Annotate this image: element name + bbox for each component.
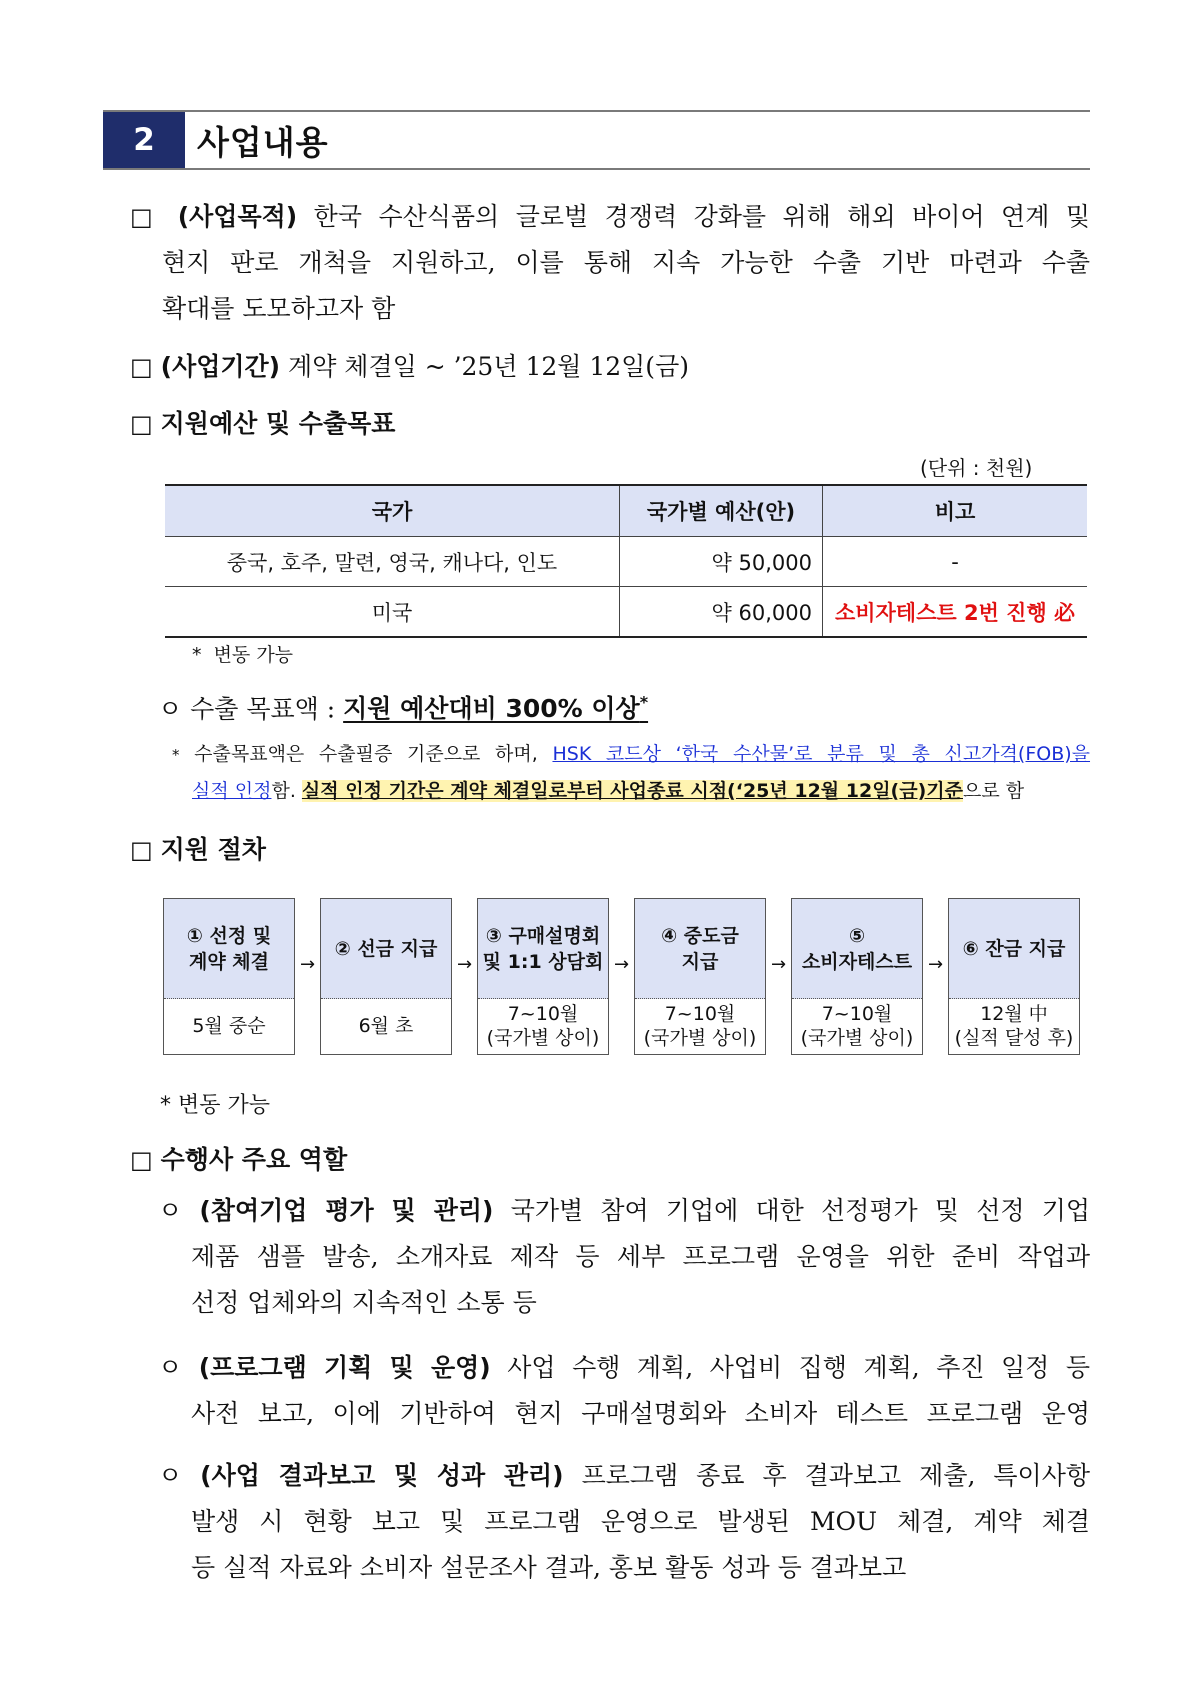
table-header-row (165, 485, 1087, 537)
role-line: 제품 샘플 발송, 소개자료 제작 등 세부 프로그램 운영을 위한 준비 작업과 (191, 1242, 1090, 1271)
step-date: 6월 초 (358, 1015, 414, 1037)
budget-heading-line (130, 401, 395, 447)
col-amount: 국가별 예산(안) (620, 485, 823, 537)
step-date: (국가별 상이) (486, 1027, 600, 1049)
step-date: 5월 중순 (192, 1015, 266, 1037)
step-date: (국가별 상이) (643, 1027, 757, 1049)
purpose-line-1 (130, 194, 1090, 240)
arrow-icon: → (457, 954, 473, 975)
note-text-a: 수출목표액은 수출필증 기준으로 하며, (194, 743, 538, 765)
square-bullet: □ (130, 410, 153, 438)
step-date: 7~10월 (664, 1003, 736, 1025)
header-bottom-rule (103, 168, 1090, 170)
step-title: ⑤ (848, 924, 866, 947)
period-text: 계약 체결일 ~ ’25년 12월 12일(금) (288, 352, 689, 381)
role-item-1 (158, 1188, 1090, 1326)
procedure-heading-line (130, 827, 266, 873)
role-item-2 (158, 1345, 1090, 1437)
step-box-2 (320, 898, 452, 1055)
note-underlined-2: 실적 인정 (192, 780, 272, 802)
step-date: (국가별 상이) (800, 1027, 914, 1049)
target-value (343, 694, 648, 723)
step-date: 12월 中 (980, 1003, 1048, 1025)
note-text-b: 함. (271, 780, 296, 802)
period-line (130, 344, 689, 390)
circle-bullet: ㅇ (158, 694, 183, 724)
target-note-line-1 (172, 736, 1090, 773)
role-label: (프로그램 기획 및 운영) (198, 1353, 491, 1382)
step-box-1 (163, 898, 295, 1055)
budget-heading: 지원예산 및 수출목표 (160, 409, 396, 438)
table-row (165, 587, 1087, 638)
circle-bullet: ㅇ (158, 1196, 183, 1225)
role-line: 선정 업체와의 지속적인 소통 등 (191, 1288, 537, 1317)
square-bullet: □ (130, 836, 153, 864)
roles-heading: 수행사 주요 역할 (160, 1145, 348, 1174)
procedure-heading: 지원 절차 (160, 835, 266, 864)
step-title: 소비자테스트 (801, 950, 913, 973)
role-line (158, 1188, 1090, 1234)
step-box-6 (948, 898, 1080, 1055)
purpose-line-2: 현지 판로 개척을 지원하고, 이를 통해 지속 가능한 수출 기반 마련과 수출 (162, 248, 1090, 277)
period-label: (사업기간) (160, 352, 281, 381)
purpose-label: (사업목적) (177, 202, 298, 231)
role-line: 등 실적 자료와 소비자 설문조사 결과, 홍보 활동 성과 등 결과보고 (191, 1553, 907, 1582)
circle-bullet: ㅇ (158, 1353, 183, 1382)
purpose-block (130, 194, 1090, 332)
col-country: 국가 (165, 485, 620, 537)
target-note-line-2 (192, 773, 1090, 809)
step-date: 7~10월 (507, 1003, 579, 1025)
square-bullet: □ (130, 353, 153, 381)
step-box-5 (791, 898, 923, 1055)
section-header (103, 110, 1090, 170)
target-star: * (639, 693, 649, 712)
purpose-text-1: 한국 수산식품의 글로벌 경쟁력 강화를 위해 해외 바이어 연계 및 (313, 202, 1090, 231)
cell-amount: 약 60,000 (620, 587, 823, 638)
step-title: 및 1:1 상담회 (482, 950, 604, 973)
arrow-icon: → (771, 954, 787, 975)
role-text: 사업 수행 계획, 사업비 집행 계획, 추진 일정 등 (507, 1353, 1090, 1382)
step-date: (실적 달성 후) (954, 1027, 1074, 1049)
budget-table (165, 484, 1087, 638)
col-note: 비고 (823, 485, 1088, 537)
role-label: (사업 결과보고 및 성과 관리) (200, 1461, 564, 1490)
note-highlight: 실적 인정 기간은 계약 체결일로부터 사업종료 시점(‘25년 12월 12일(금)기준 (301, 780, 963, 802)
step-box-3 (477, 898, 609, 1055)
section-title: 사업내용 (197, 122, 329, 162)
step-title: 계약 체결 (188, 950, 269, 973)
cell-amount: 약 50,000 (620, 537, 823, 587)
role-line (158, 1453, 1090, 1499)
procedure-footnote: * 변동 가능 (160, 1093, 270, 1118)
arrow-icon: → (300, 954, 316, 975)
target-note (172, 736, 1090, 809)
cell-country: 미국 (165, 587, 620, 638)
target-line (158, 680, 648, 732)
step-title: 지급 (681, 950, 719, 973)
budget-unit: (단위 : 천원) (920, 456, 1033, 480)
purpose-line-3: 확대를 도모하고자 함 (162, 294, 396, 323)
role-text: 국가별 참여 기업에 대한 선정평가 및 선정 기업 (510, 1196, 1091, 1225)
step-title: ③ 구매설명회 (485, 924, 601, 947)
circle-bullet: ㅇ (158, 1461, 183, 1490)
target-label: 수출 목표액 : (190, 694, 336, 724)
step-date: 7~10월 (821, 1003, 893, 1025)
roles-heading-line (130, 1137, 347, 1183)
budget-footnote: * 변동 가능 (192, 644, 294, 666)
note-star: * (172, 746, 180, 764)
role-label: (참여기업 평가 및 관리) (199, 1196, 494, 1225)
table-row (165, 537, 1087, 587)
role-item-3 (158, 1453, 1090, 1591)
section-number: 2 (103, 112, 185, 168)
arrow-icon: → (928, 954, 944, 975)
cell-note: - (823, 537, 1088, 587)
cell-country: 중국, 호주, 말련, 영국, 캐나다, 인도 (165, 537, 620, 587)
role-line: 사전 보고, 이에 기반하여 현지 구매설명회와 소비자 테스트 프로그램 운영 (191, 1399, 1090, 1428)
target-value-text: 지원 예산대비 300% 이상 (343, 694, 640, 724)
step-title: ⑥ 잔금 지급 (962, 937, 1066, 960)
role-text: 프로그램 종료 후 결과보고 제출, 특이사항 (581, 1461, 1090, 1490)
square-bullet: □ (130, 1146, 153, 1174)
step-title: ④ 중도금 (661, 924, 739, 947)
note-text-c: 으로 함 (963, 780, 1025, 802)
role-line (158, 1345, 1090, 1391)
step-title: ① 선정 및 (186, 924, 272, 947)
role-line: 발생 시 현황 보고 및 프로그램 운영으로 발생된 MOU 체결, 계약 체결 (191, 1507, 1090, 1536)
arrow-icon: → (614, 954, 630, 975)
square-bullet: □ (130, 203, 162, 231)
step-box-4 (634, 898, 766, 1055)
note-underlined-1: HSK 코드상 ‘한국 수산물’로 분류 및 총 신고가격(FOB)을 (552, 743, 1091, 765)
step-title: ② 선금 지급 (334, 937, 438, 960)
cell-note-highlight: 소비자테스트 2번 진행 必 (823, 587, 1088, 638)
